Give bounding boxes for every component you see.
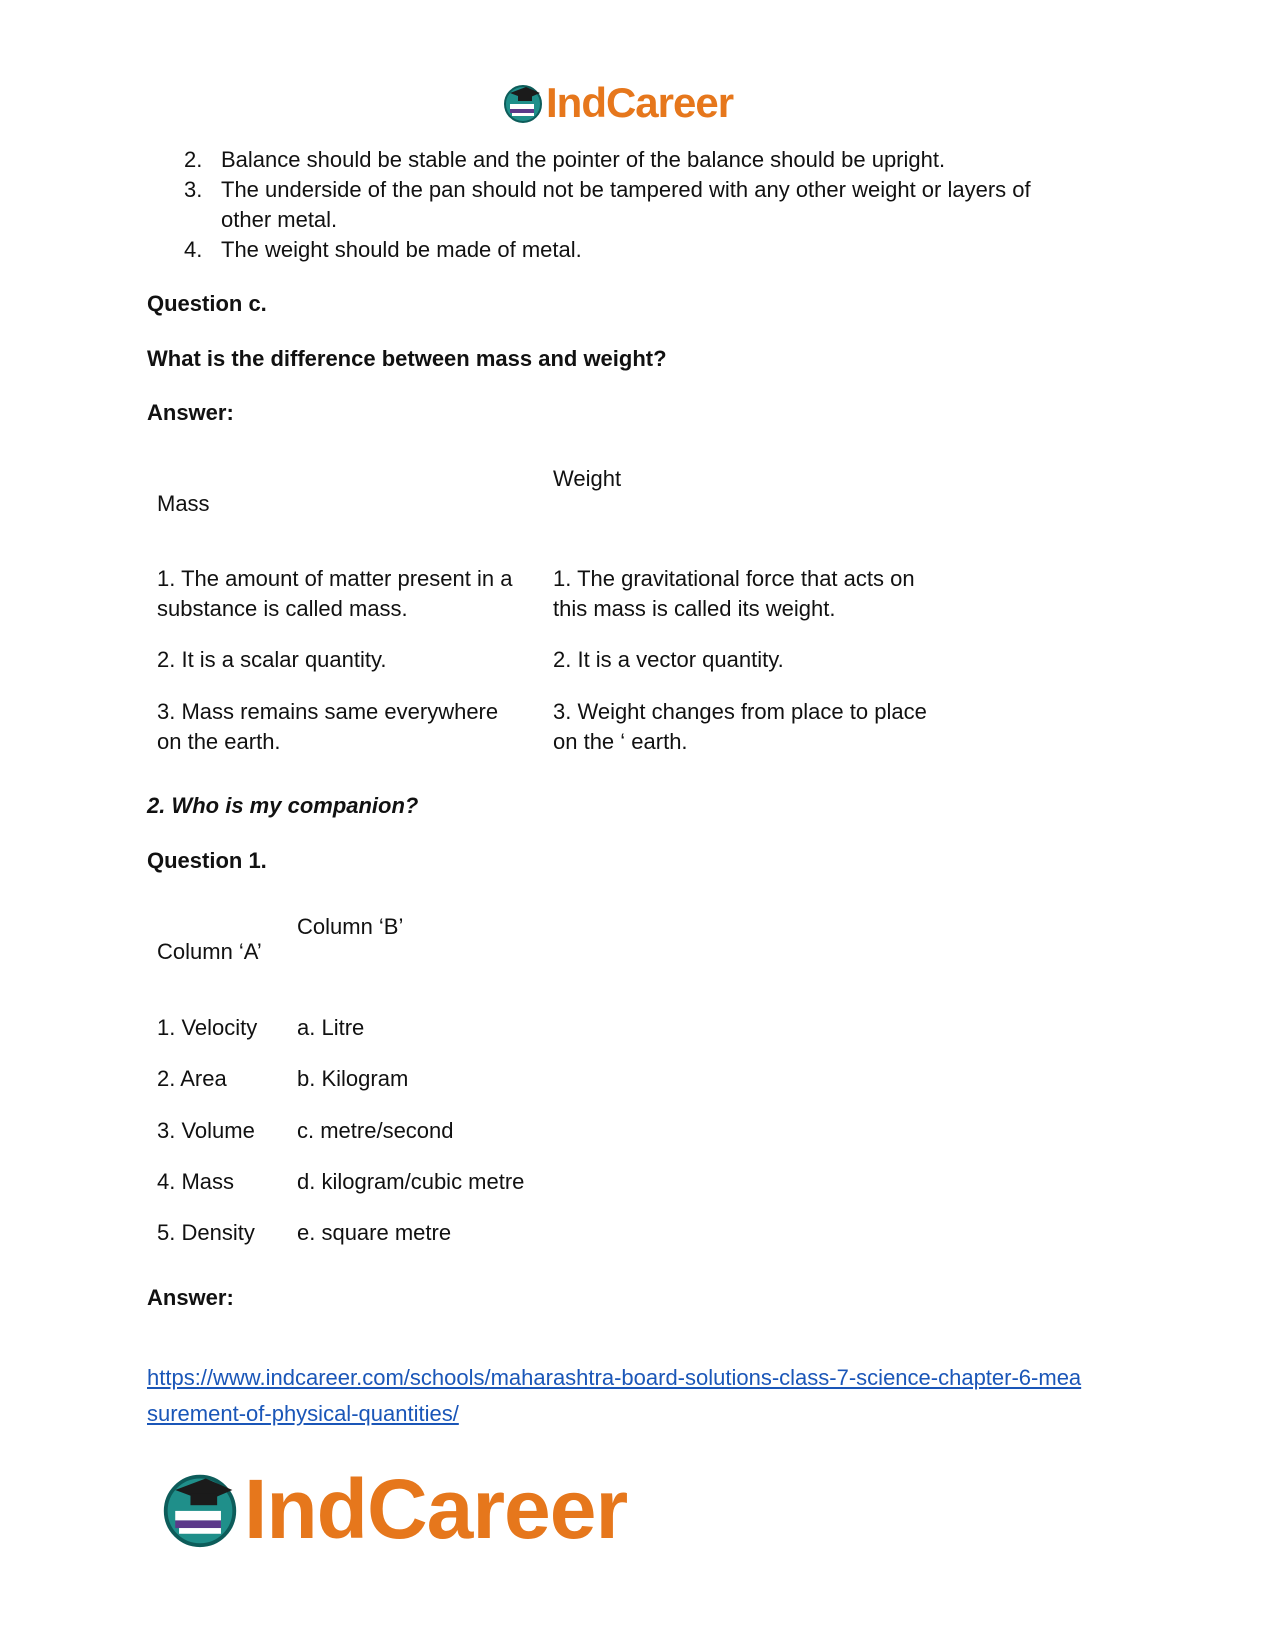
table-header-column-b: Column ‘B’ (297, 914, 404, 939)
weight-row-1-line-2: this mass is called its weight. (553, 596, 836, 621)
mass-row-1-line-2: substance is called mass. (157, 596, 408, 621)
mass-row-3-line-2: on the earth. (157, 729, 281, 754)
question-1-label: Question 1. (147, 848, 267, 873)
column-a-item-4: 4. Mass (157, 1169, 235, 1194)
list-item-4-number: 4. (184, 237, 203, 262)
weight-row-2: 2. It is a vector quantity. (553, 647, 784, 672)
list-item-3-continuation: other metal. (221, 207, 338, 232)
table-header-weight: Weight (553, 466, 622, 491)
column-b-item-5: e. square metre (297, 1220, 452, 1245)
answer-label-1: Answer: (147, 1285, 234, 1310)
weight-row-3-line-1: 3. Weight changes from place to place (553, 699, 927, 724)
column-b-item-3: c. metre/second (297, 1118, 454, 1143)
header-logo (502, 78, 733, 128)
column-a-item-2: 2. Area (157, 1066, 227, 1091)
list-item-4-text: The weight should be made of metal. (221, 237, 582, 262)
brand-name-large: IndCareer (244, 1461, 628, 1556)
footer-url-link[interactable] (147, 1360, 1081, 1432)
column-b-item-2: b. Kilogram (297, 1066, 409, 1091)
footer-url-line-2: surement-of-physical-quantities/ (147, 1401, 459, 1426)
column-b-item-4: d. kilogram/cubic metre (297, 1169, 525, 1194)
graduation-cap-book-globe-icon (160, 1469, 240, 1549)
column-a-item-3: 3. Volume (157, 1118, 255, 1143)
list-item-3-text: The underside of the pan should not be tampered with any other weight or layers of (221, 177, 1031, 202)
question-c-text: What is the difference between mass and weight? (147, 346, 667, 371)
weight-row-1-line-1: 1. The gravitational force that acts on (553, 566, 915, 591)
column-a-item-1: 1. Velocity (157, 1015, 258, 1040)
column-a-item-5: 5. Density (157, 1220, 255, 1245)
mass-row-1-line-1: 1. The amount of matter present in a (157, 566, 513, 591)
graduation-cap-book-globe-icon (502, 82, 544, 124)
list-item-2-number: 2. (184, 147, 203, 172)
weight-row-3-line-2: on the ‘ earth. (553, 729, 688, 754)
brand-name: IndCareer (546, 79, 734, 126)
footer-logo (160, 1461, 628, 1556)
footer-url-line-1: https://www.indcareer.com/schools/maharashtra-board-solutions-class-7-science-chapter-6-mea (147, 1365, 1082, 1390)
list-item-2-text: Balance should be stable and the pointer of the balance should be upright. (221, 147, 946, 172)
column-b-item-1: a. Litre (297, 1015, 365, 1040)
table-header-column-a: Column ‘A’ (157, 939, 262, 964)
answer-label-c: Answer: (147, 400, 234, 425)
mass-row-2: 2. It is a scalar quantity. (157, 647, 387, 672)
table-header-mass: Mass (157, 491, 210, 516)
mass-row-3-line-1: 3. Mass remains same everywhere (157, 699, 499, 724)
list-item-3-number: 3. (184, 177, 203, 202)
section-2-title: 2. Who is my companion? (147, 793, 419, 818)
question-c-label: Question c. (147, 291, 267, 316)
